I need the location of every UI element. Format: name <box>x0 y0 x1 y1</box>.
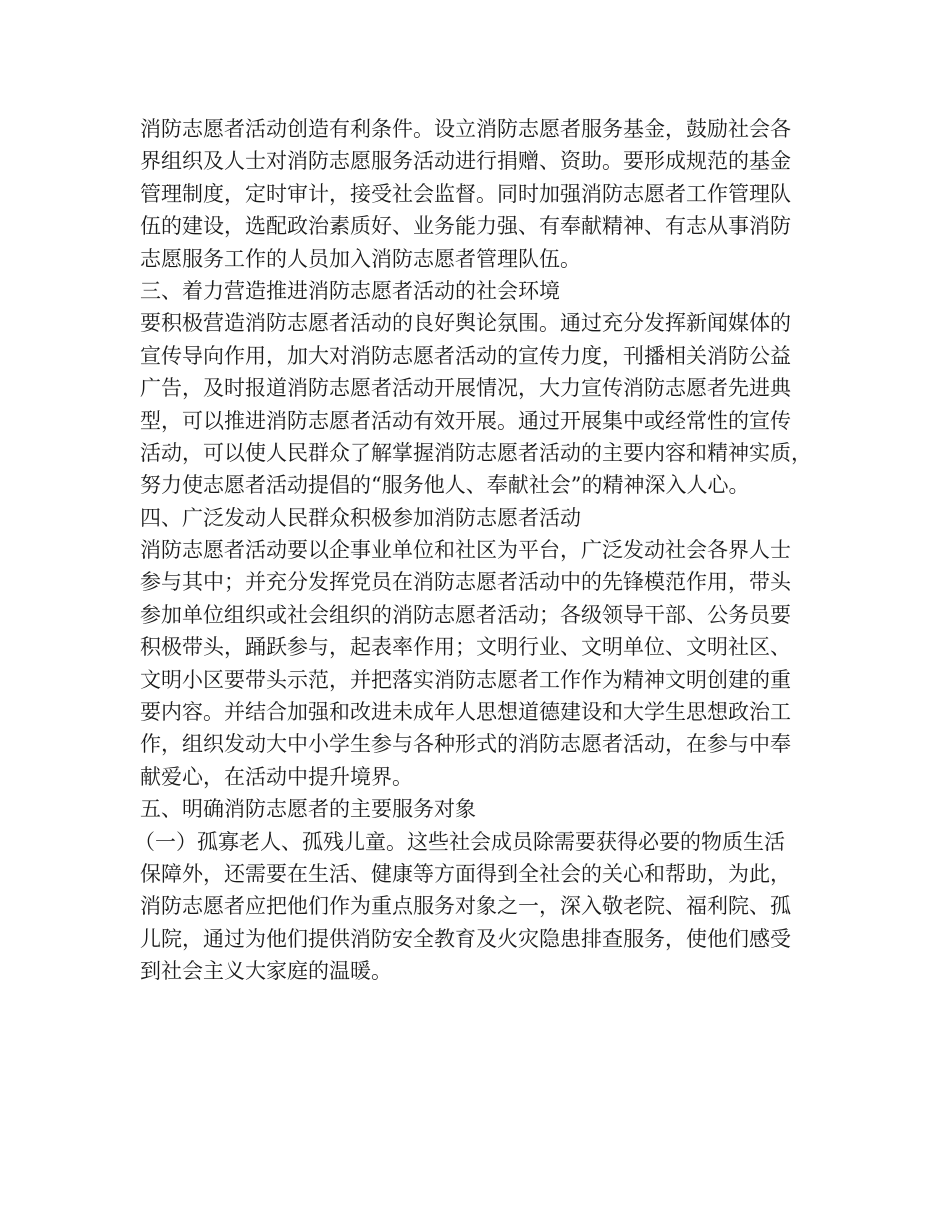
heading-section-5 <box>140 793 830 825</box>
paragraph-service-targets <box>134 826 830 988</box>
heading-section-3 <box>140 275 830 307</box>
paragraph-mobilize-public <box>140 534 830 793</box>
paragraph-social-environment <box>140 307 830 501</box>
text-line: 儿院，通过为他们提供消防安全教育及火灾隐患排查服务，使他们感受 <box>140 926 791 951</box>
text-line: 到社会主义大家庭的温暖。 <box>140 959 392 984</box>
text-line: 宣传导向作用，加大对消防志愿者活动的宣传力度，刊播相关消防公益 <box>140 343 791 368</box>
section-heading: 四、广泛发动人民群众积极参加消防志愿者活动 <box>140 505 581 530</box>
text-line: 参与其中；并充分发挥党员在消防志愿者活动中的先锋模范作用，带头 <box>140 570 791 595</box>
document-body <box>134 113 830 988</box>
text-line: 型，可以推进消防志愿者活动有效开展。通过开展集中或经常性的宣传 <box>140 408 791 433</box>
text-line: 要内容。并结合加强和改进未成年人思想道德建设和大学生思想政治工 <box>140 700 791 725</box>
text-line: 积极带头，踊跃参与，起表率作用；文明行业、文明单位、文明社区、 <box>140 635 791 660</box>
text-line: 广告，及时报道消防志愿者活动开展情况，大力宣传消防志愿者先进典 <box>140 376 791 401</box>
text-line: 界组织及人士对消防志愿服务活动进行捐赠、资助。要形成规范的基金 <box>140 149 791 174</box>
heading-section-4 <box>140 502 830 534</box>
text-line: 文明小区要带头示范，并把落实消防志愿者工作作为精神文明创建的重 <box>140 667 791 692</box>
text-line: 志愿服务工作的人员加入消防志愿者管理队伍。 <box>140 246 581 271</box>
text-line: 努力使志愿者活动提倡的“服务他人、奉献社会”的精神深入人心。 <box>140 473 750 498</box>
text-line: 消防志愿者应把他们作为重点服务对象之一，深入敬老院、福利院、孤 <box>140 894 791 919</box>
text-line: 消防志愿者活动要以企事业单位和社区为平台，广泛发动社会各界人士 <box>140 538 791 563</box>
text-line: 管理制度，定时审计，接受社会监督。同时加强消防志愿者工作管理队 <box>140 181 791 206</box>
text-line: 消防志愿者活动创造有利条件。设立消防志愿者服务基金，鼓励社会各 <box>140 117 791 141</box>
text-line: 伍的建设，选配政治素质好、业务能力强、有奉献精神、有志从事消防 <box>140 214 791 239</box>
text-line: 要积极营造消防志愿者活动的良好舆论氛围。通过充分发挥新闻媒体的 <box>140 311 791 336</box>
text-line: 参加单位组织或社会组织的消防志愿者活动；各级领导干部、公务员要 <box>140 602 791 627</box>
text-line: 保障外，还需要在生活、健康等方面得到全社会的关心和帮助，为此， <box>140 861 791 886</box>
paragraph-fund-and-management <box>140 113 830 275</box>
text-line: 献爱心，在活动中提升境界。 <box>140 764 413 789</box>
section-heading: 三、着力营造推进消防志愿者活动的社会环境 <box>140 278 560 303</box>
text-line: （一）孤寡老人、孤残儿童。这些社会成员除需要获得必要的物质生活 <box>134 829 785 854</box>
text-line: 作，组织发动大中小学生参与各种形式的消防志愿者活动，在参与中奉 <box>140 732 791 757</box>
section-heading: 五、明确消防志愿者的主要服务对象 <box>140 797 476 822</box>
text-line: 活动，可以使人民群众了解掌握消防志愿者活动的主要内容和精神实质， <box>140 440 812 465</box>
